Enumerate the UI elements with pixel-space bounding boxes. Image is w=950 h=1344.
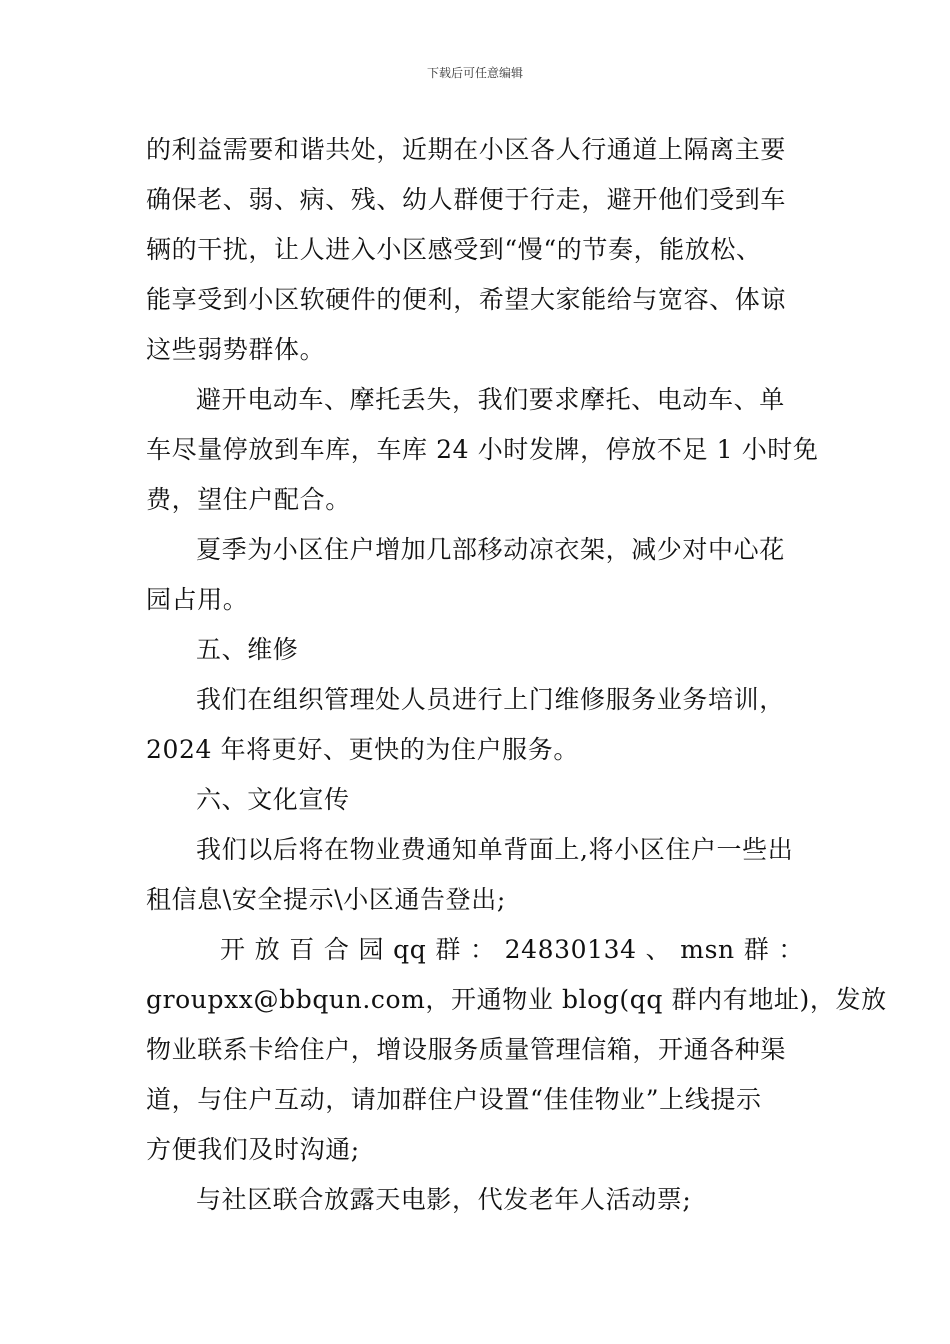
paragraph-line: 夏季为小区住户增加几部移动凉衣架，减少对中心花 [196,535,785,564]
paragraph-line: 与社区联合放露天电影，代发老年人活动票; [196,1185,692,1214]
paragraph-line: 道，与住户互动，请加群住户设置“佳佳物业”上线提示 [146,1085,762,1114]
paragraph-line: 避开电动车、摩托丢失，我们要求摩托、电动车、单 [196,385,785,414]
contact-word: 合 [323,935,350,964]
contact-word: qq [393,935,427,964]
justified-contact-line [146,925,808,975]
contact-word: msn [680,935,735,964]
paragraph-line: 辆的干扰，让人进入小区感受到“慢“的节奏，能放松、 [146,235,762,264]
contact-word: 24830134 [504,935,637,964]
paragraph-line: 租信息\安全提示\小区通告登出; [146,885,506,914]
contact-word: 开 [220,935,246,964]
contact-word: 群 [743,935,770,964]
contact-word: 百 [289,935,315,964]
paragraph-line: 方便我们及时沟通; [146,1135,360,1164]
contact-word: 、 [645,935,672,964]
paragraph-line: groupxx@bbqun.com，开通物业 blog(qq 群内有地址)，发放 [146,985,887,1014]
contact-word: ： [778,935,804,964]
paragraph-line: 园占用。 [146,585,249,614]
section-heading: 六、文化宣传 [196,785,350,814]
paragraph-line: 这些弱势群体。 [146,335,326,364]
body-text [146,125,887,1225]
paragraph-line: 能享受到小区软硬件的便利，希望大家能给与宽容、体谅 [146,285,787,314]
paragraph-line: 我们在组织管理处人员进行上门维修服务业务培训， [196,685,785,714]
page-header: 下载后可任意编辑 [426,66,523,80]
paragraph-line: 费，望住户配合。 [146,485,351,514]
paragraph-line: 2024 年将更好、更快的为住户服务。 [146,735,579,764]
section-heading: 五、维修 [196,635,299,664]
paragraph-line: 的利益需要和谐共处，近期在小区各人行通道上隔离主要 [146,135,787,164]
contact-word: ： [469,935,496,964]
paragraph-line: 我们以后将在物业费通知单背面上,将小区住户一些出 [196,835,794,864]
paragraph-line: 车尽量停放到车库，车库 24 小时发牌，停放不足 1 小时免 [146,435,819,464]
paragraph-line: 物业联系卡给住户，增设服务质量管理信箱，开通各种渠 [146,1035,787,1064]
contact-word: 群 [435,935,461,964]
contact-word: 园 [358,935,385,964]
contact-word: 放 [254,935,281,964]
paragraph-line: 确保老、弱、病、残、幼人群便于行走，避开他们受到车 [146,185,787,214]
